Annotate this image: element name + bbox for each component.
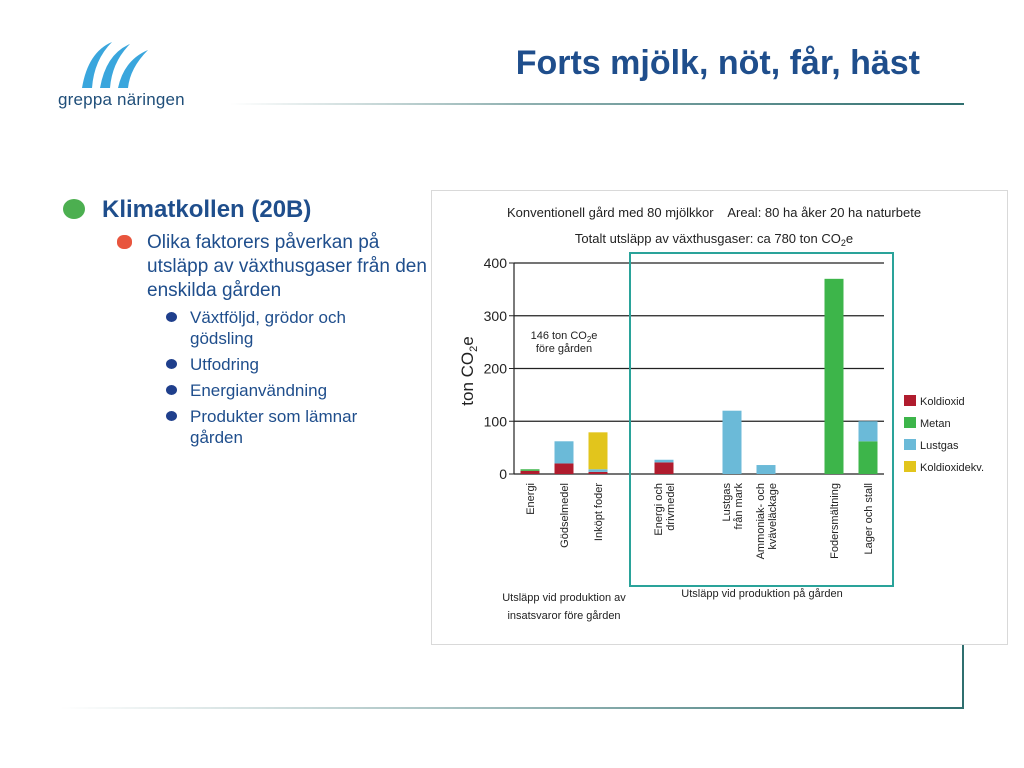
x-tick-label: Lustgasfrån mark: [721, 483, 745, 530]
blue-bullet-icon: [166, 359, 177, 369]
bar-segment: [859, 441, 878, 474]
x-tick-label: Ammoniak- ochkväveläckage: [755, 483, 779, 560]
group-labels: [502, 588, 842, 622]
greppa-logo: [58, 38, 208, 118]
annotation-line1: 146 ton $CO_2e$: [530, 330, 598, 344]
bar-segment: [723, 411, 742, 474]
blue-bullet-icon: [166, 312, 177, 322]
bar-segment: [859, 421, 878, 441]
green-bullet-icon: [63, 199, 85, 219]
y-axis: [484, 255, 884, 482]
bullet-level3-item: [190, 380, 400, 401]
bar-segment: [757, 465, 776, 474]
chart-figure: [431, 190, 1008, 645]
legend-swatch: [904, 461, 916, 472]
bar-segment: [589, 469, 608, 472]
legend-label: Koldioxid: [920, 396, 965, 408]
legend-label: Koldioxidekv.: [920, 462, 984, 474]
annotation-line2: före gården: [535, 343, 593, 355]
legend-swatch: [904, 417, 916, 428]
bullet-level3-text: Utfodring: [190, 355, 259, 374]
bars: [521, 279, 878, 474]
bullet-level3-item: [190, 406, 400, 448]
bullet-level2-text: Olika faktorers påverkan på utsläpp av växthusgaser från den enskilda gården: [147, 232, 427, 301]
group-label: Utsläpp vid produktion på gården: [681, 588, 843, 600]
legend-label: Lustgas: [920, 440, 959, 452]
legend-swatch: [904, 395, 916, 406]
red-bullet-icon: [117, 235, 132, 249]
emissions-chart: [432, 191, 1007, 644]
bar-segment: [655, 460, 674, 463]
bullet-level2: [147, 231, 432, 303]
x-tick-label: Gödselmedel: [559, 483, 571, 548]
legend: [904, 395, 984, 474]
slide-title: Forts mjölk, nöt, får, häst: [515, 44, 920, 82]
x-axis-labels: [525, 483, 875, 560]
chart-title-line1: Konventionell gård med 80 mjölkkor Areal: 80 ha åker 20 ha naturbete: [506, 205, 922, 220]
x-tick-label: Energi ochdrivmedel: [653, 483, 677, 536]
blue-bullet-icon: [166, 411, 177, 421]
bullet-level3-item: [190, 354, 400, 375]
greppa-wave-logo-icon: [78, 38, 158, 90]
bullet-level3-text: Växtföljd, grödor och gödsling: [190, 308, 346, 348]
footer-divider-vertical: [962, 645, 964, 709]
x-tick-label: Energi: [525, 483, 537, 515]
chart-title-line2: Totalt utsläpp av växthusgaser: ca 780 ton $CO_2e$: [574, 231, 854, 248]
y-axis-label: ton $CO_2e$: [458, 336, 480, 406]
x-tick-label: Fodersmältning: [829, 483, 841, 559]
y-tick-label: 400: [483, 255, 507, 271]
logo-text: greppa näringen: [58, 90, 185, 109]
bar-segment: [555, 463, 574, 474]
bullet-level1: [60, 195, 430, 225]
legend-label: Metan: [920, 418, 951, 430]
x-tick-label: Inköpt foder: [593, 483, 605, 542]
bullet-level3-text: Energianvändning: [190, 381, 328, 400]
group-label: Utsläpp vid produktion av insatsvaror före gården: [502, 592, 626, 622]
y-tick-label: 200: [483, 360, 507, 377]
bar-segment: [825, 279, 844, 474]
bar-segment: [589, 432, 608, 469]
y-tick-label: 0: [499, 466, 507, 482]
x-tick-label: Lager och stall: [863, 483, 875, 555]
bar-segment: [555, 441, 574, 463]
legend-swatch: [904, 439, 916, 450]
bar-segment: [589, 472, 608, 474]
blue-bullet-icon: [166, 385, 177, 395]
bullet-level3-item: [190, 307, 400, 349]
y-tick-label: 300: [483, 307, 507, 324]
y-tick-label: 100: [483, 413, 507, 430]
bar-segment: [521, 469, 540, 471]
bar-segment: [521, 471, 540, 474]
footer-divider: [60, 707, 964, 709]
bar-segment: [655, 462, 674, 474]
bullet-level1-text: Klimatkollen (20B): [102, 196, 312, 223]
header-divider: [230, 103, 964, 105]
bullet-list: [60, 195, 430, 448]
bullet-level3-text: Produkter som lämnar gården: [190, 407, 358, 447]
